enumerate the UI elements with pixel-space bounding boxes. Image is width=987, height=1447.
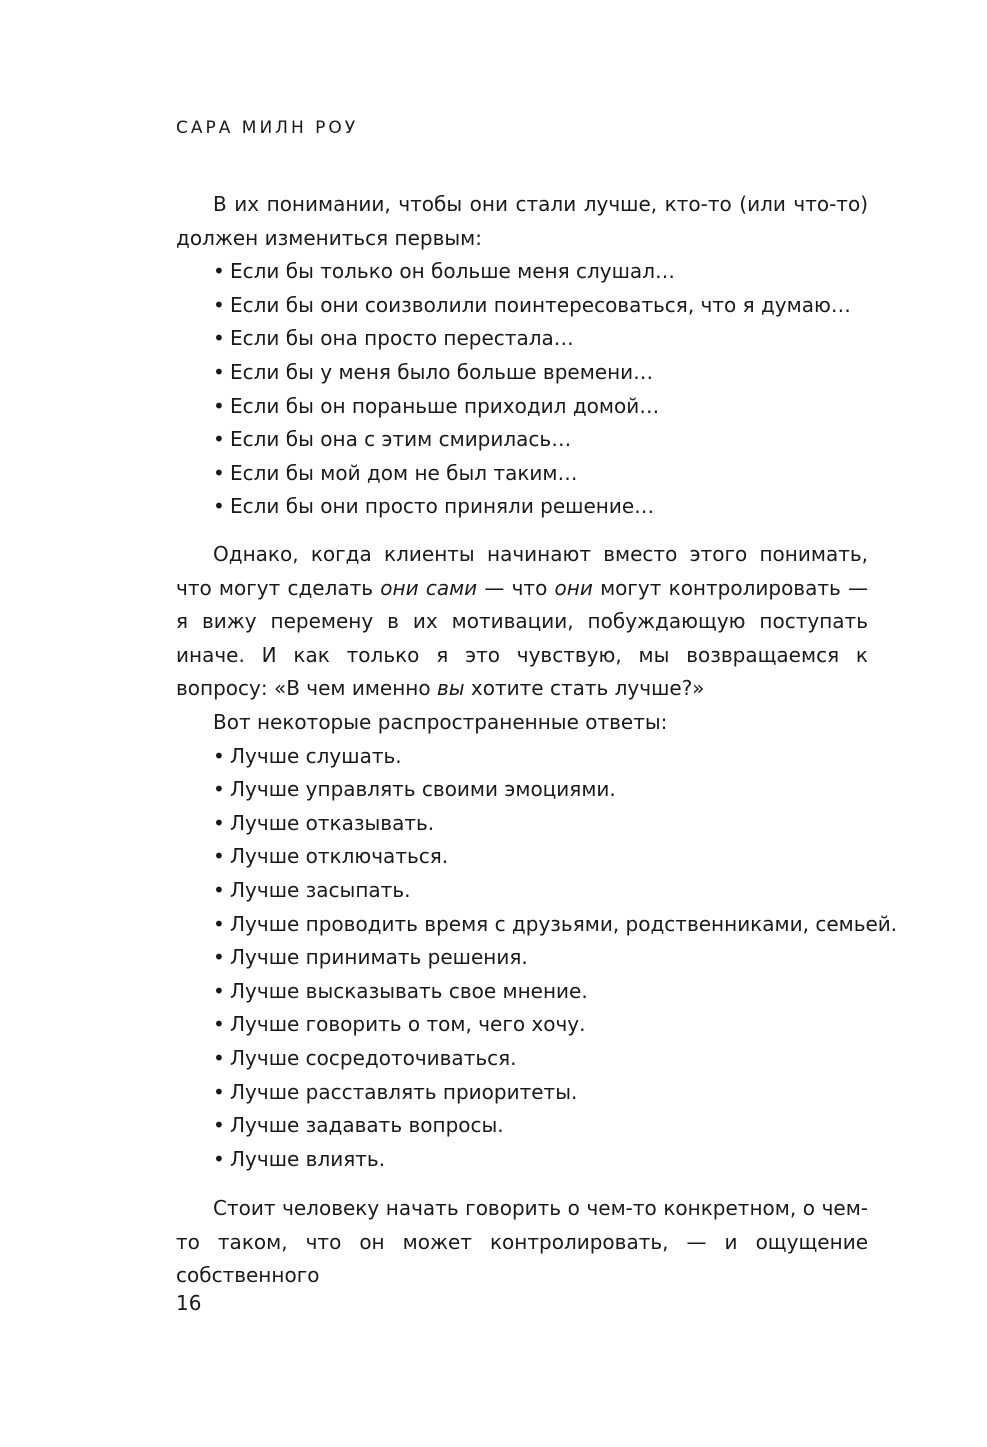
list-item: • Лучше говорить о том, чего хочу. <box>176 1008 868 1042</box>
section-closing <box>176 1192 868 1293</box>
list-item: • Лучше принимать решения. <box>176 941 868 975</box>
intro-paragraph: В их понимании, чтобы они стали лучше, кто-то (или что-то) должен измениться первым: <box>176 192 868 250</box>
list-item: • Если бы она с этим смирилась… <box>176 423 868 457</box>
list-item: • Если бы только он больше меня слушал… <box>176 255 868 289</box>
list-item: • Лучше сосредоточиваться. <box>176 1042 868 1076</box>
answers-list <box>176 740 898 1177</box>
answers-intro: Вот некоторые распространенные ответы: <box>213 709 668 734</box>
list-item: • Если бы они просто приняли решение… <box>176 490 868 524</box>
running-header: САРА МИЛН РОУ <box>176 118 359 138</box>
paragraph-text: — что <box>477 575 555 600</box>
closing-paragraph: Стоит человеку начать говорить о чем-то конкретном, о чем-то таком, что он может контролировать, — и ощущение собственного <box>176 1196 868 1288</box>
wishes-list <box>176 255 868 524</box>
paragraph-text: могут контролировать — я вижу перемену в их мотивации, побуждающую поступать иначе. И как только я это чувствую, мы возвращаемся к вопросу: «В чем именно <box>176 575 869 701</box>
list-item: • Лучше влиять. <box>176 1143 868 1177</box>
body-paragraph <box>176 538 868 706</box>
paragraph-text: хотите стать лучше?» <box>464 676 705 701</box>
page-number: 16 <box>176 1291 202 1315</box>
list-item: • Лучше отключаться. <box>176 840 868 874</box>
list-item: • Если бы она просто перестала… <box>176 322 868 356</box>
list-item: • Если бы у меня было больше времени… <box>176 356 868 390</box>
list-item: • Лучше отказывать. <box>176 807 868 841</box>
list-item: • Лучше управлять своими эмоциями. <box>176 773 868 807</box>
list-item: • Если бы они соизволили поинтересоваться, что я думаю… <box>176 289 868 323</box>
list-item: • Если бы он пораньше приходил домой… <box>176 390 868 424</box>
list-item: • Лучше задавать вопросы. <box>176 1109 868 1143</box>
paragraph-text: Однако, когда клиенты начинают вместо этого понимать, что могут сделать <box>176 542 868 600</box>
emphasis-text: они сами <box>380 575 478 600</box>
list-item: • Лучше расставлять приоритеты. <box>176 1076 868 1110</box>
section-wishes <box>176 188 868 524</box>
list-item: • Лучше слушать. <box>176 740 868 774</box>
list-item: • Лучше проводить время с друзьями, родственниками, семьей. <box>176 908 868 942</box>
list-item: • Лучше высказывать свое мнение. <box>176 975 868 1009</box>
section-answers <box>176 538 898 1176</box>
list-item: • Если бы мой дом не был таким… <box>176 457 868 491</box>
emphasis-text: вы <box>436 676 465 701</box>
list-item: • Лучше засыпать. <box>176 874 868 908</box>
emphasis-text: они <box>554 575 593 600</box>
